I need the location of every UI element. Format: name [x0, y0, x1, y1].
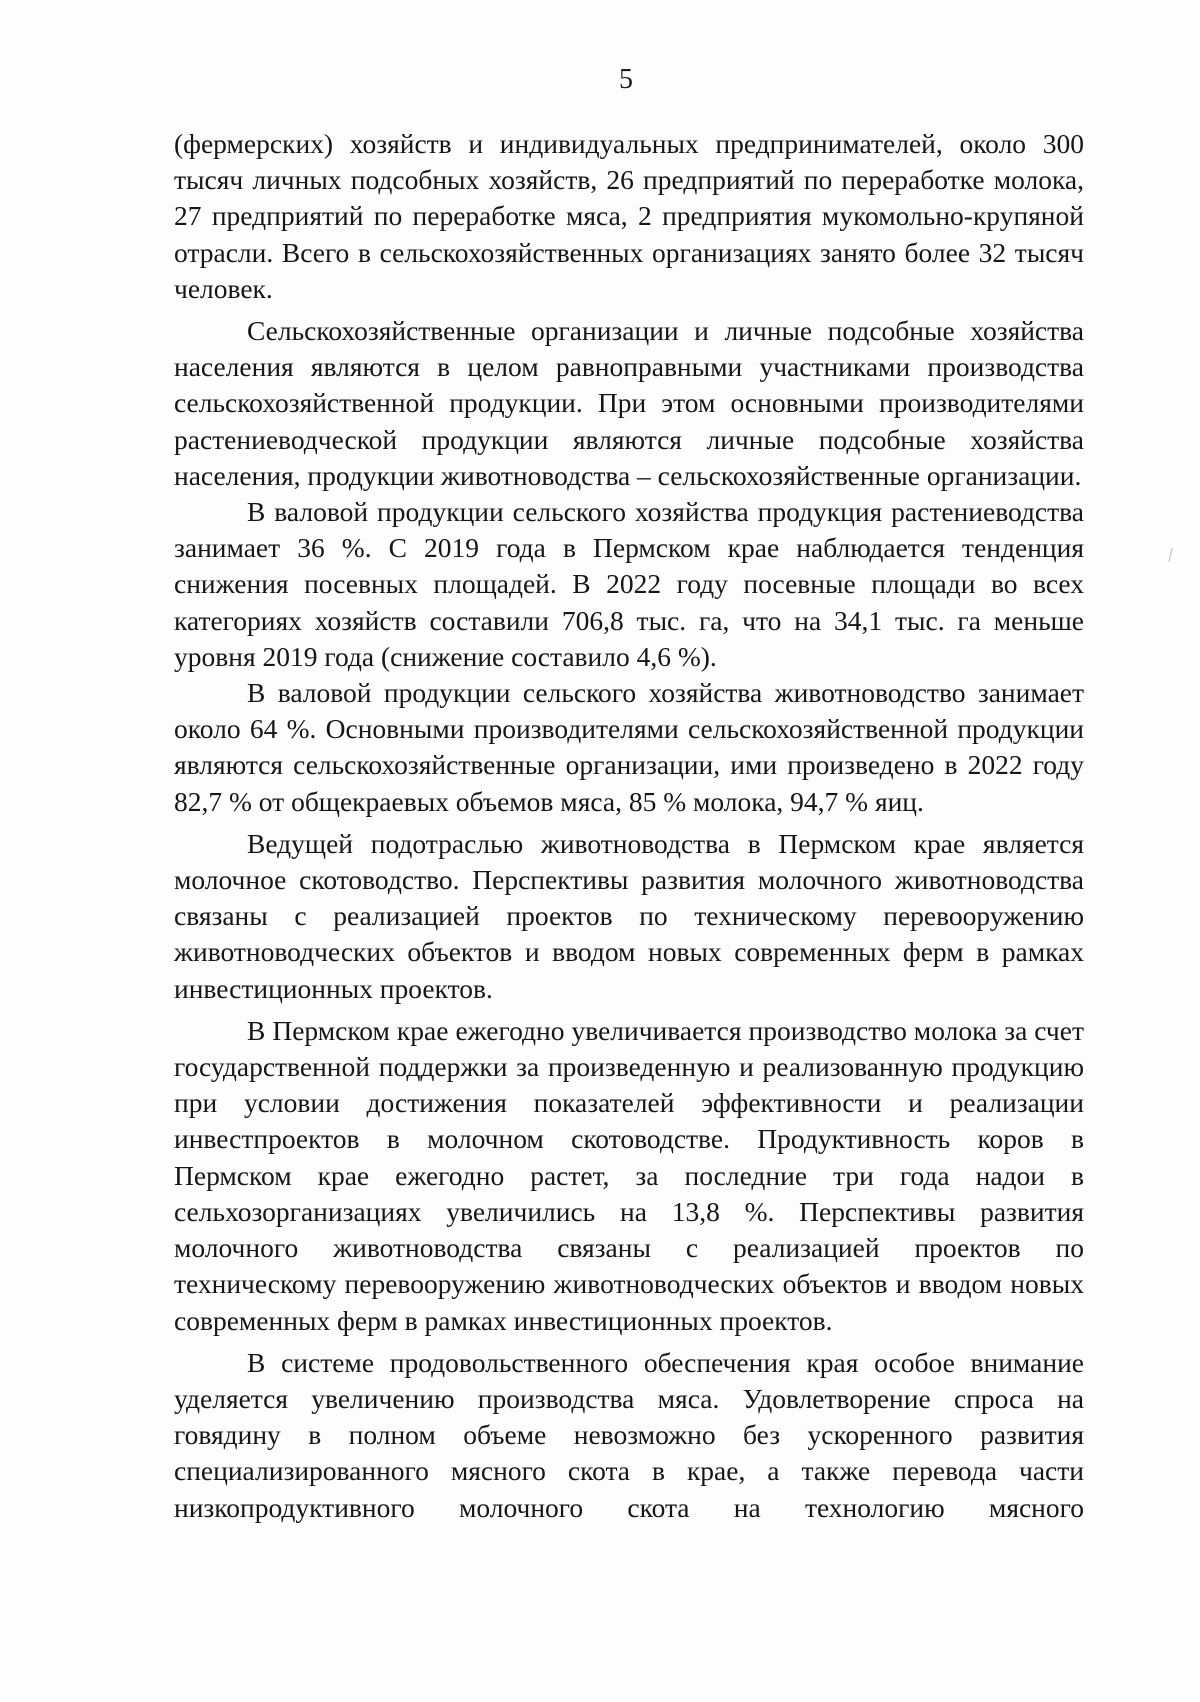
scan-artifact-mark [1168, 548, 1172, 562]
paragraph-1: (фермерских) хозяйств и индивидуальных предпринимателей, около 300 тысяч личных подсобных хозяйств, 26 предприятий по переработке молока, 27 предприятий по переработке мяса, 2 предприятия мукомольно-крупяной отрасли. Всего в сельскохозяйственных организациях занято более 32 тысяч человек. [174, 128, 1084, 304]
paragraph-4: В валовой продукции сельского хозяйства животноводство занимает около 64 %. Основными производителями сельскохозяйственной продукции являются сельскохозяйственные организации, ими произведено в 2022 году 82,7 % от общекраевых объемов мяса, 85 % молока, 94,7 % яиц. [174, 677, 1084, 817]
paragraph-2: Сельскохозяйственные организации и личные подсобные хозяйства населения являются в целом равноправными участниками производства сельскохозяйственной продукции. При этом основными производителями растениеводческой продукции являются личные подсобные хозяйства населения, продукции животноводства – сельскохозяйственные организации. [174, 315, 1084, 491]
paragraph-7: В системе продовольственного обеспечения края особое внимание уделяется увеличению производства мяса. Удовлетворение спроса на говядину в полном объеме невозможно без ускоренного развития специализированного мясного скота в крае, а также перевода части низкопродуктивного молочного скота на технологию мясного [174, 1346, 1084, 1523]
paragraph-3: В валовой продукции сельского хозяйства продукция растениеводства занимает 36 %. С 2019 года в Пермском крае наблюдается тенденция снижения посевных площадей. В 2022 году посевные площади во всех категориях хозяйств составили 706,8 тыс. га, что на 34,1 тыс. га меньше уровня 2019 года (снижение составило 4,6 %). [174, 496, 1084, 672]
paragraph-6: В Пермском крае ежегодно увеличивается производство молока за счет государственной поддержки за произведенную и реализованную продукцию при условии достижения показателей эффективности и реализации инвестпроектов в молочном скотоводстве. Продуктивность коров в Пермском крае ежегодно растет, за последние три года надои в сельхозорганизациях увеличились на 13,8 %. Перспективы развития молочного животноводства связаны с реализацией проектов по техническому перевооружению животноводческих объектов и вводом новых современных ферм в рамках инвестиционных проектов. [174, 1014, 1084, 1336]
paragraph-5: Ведущей подотраслью животноводства в Пермском крае является молочное скотоводство. Перспективы развития молочного животноводства связаны с реализацией проектов по техническому перевооружению животноводческих объектов и вводом новых современных ферм в рамках инвестиционных проектов. [174, 827, 1084, 1004]
document-body [174, 126, 1084, 1526]
page-number: 5 [619, 64, 633, 95]
